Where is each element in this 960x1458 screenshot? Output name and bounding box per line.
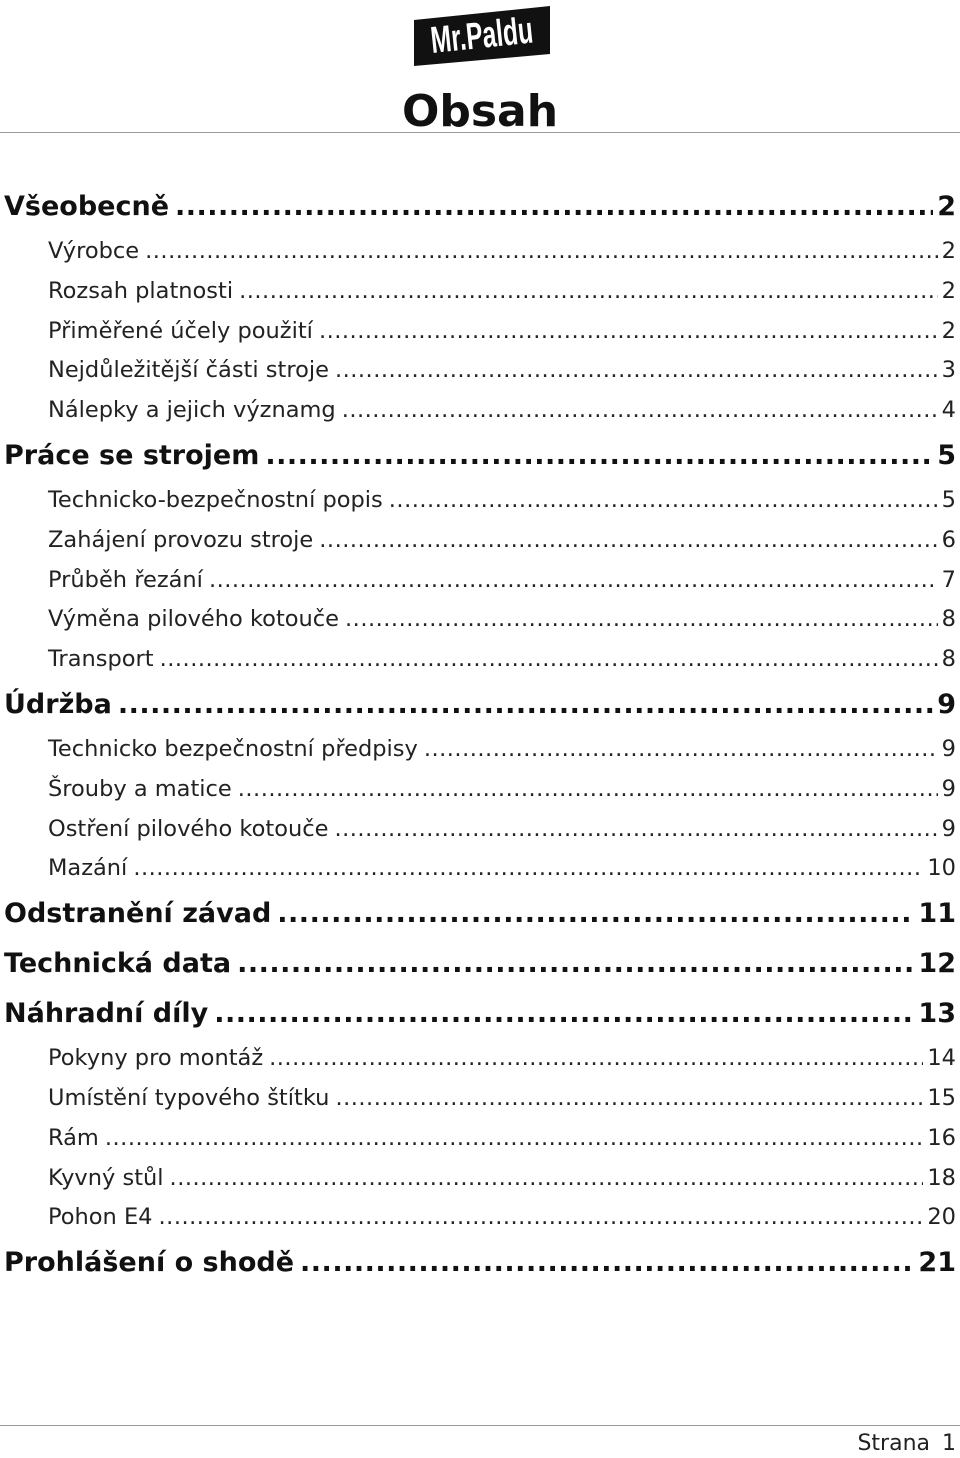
toc-entry-label: Prohlášení o shodě [4, 1247, 295, 1279]
toc-entry-page-number: 6 [941, 526, 956, 553]
toc-entry-page-number: 2 [941, 277, 956, 304]
toc-dot-leader [424, 730, 938, 770]
toc-dot-leader [175, 182, 933, 232]
toc-dot-leader [300, 1238, 914, 1288]
header-divider [0, 132, 960, 133]
page-footer [857, 1430, 956, 1458]
brand-logo [414, 4, 550, 66]
toc-entry-page-number: 2 [937, 191, 956, 222]
toc-section-entry[interactable] [0, 810, 960, 850]
toc-entry-page-number: 11 [918, 898, 956, 930]
toc-entry-page-number: 21 [918, 1247, 956, 1279]
toc-dot-leader [269, 1039, 923, 1079]
toc-section-entry[interactable] [0, 770, 960, 810]
toc-dot-leader [319, 312, 938, 352]
toc-entry-page-number: 14 [927, 1045, 956, 1072]
toc-dot-leader [335, 351, 938, 391]
toc-entry-page-number: 8 [941, 606, 956, 633]
toc-dot-leader [345, 600, 938, 640]
toc-entry-page-number: 7 [941, 566, 956, 593]
toc-chapter-entry[interactable] [0, 889, 960, 939]
toc-entry-label: Průběh řezání [48, 566, 203, 593]
toc-entry-label: Kyvný stůl [48, 1164, 164, 1191]
toc-entry-label: Výměna pilového kotouče [48, 606, 340, 633]
toc-entry-label: Umístění typového štítku [48, 1084, 330, 1111]
toc-section-entry[interactable] [0, 312, 960, 352]
toc-entry-label: Rozsah platnosti [48, 277, 234, 304]
toc-chapter-entry[interactable] [0, 680, 960, 730]
page-title: Obsah [401, 86, 559, 137]
toc-entry-label: Všeobecně [4, 191, 170, 222]
footer-page-number: 1 [942, 1431, 956, 1456]
toc-section-entry[interactable] [0, 391, 960, 431]
toc-entry-label: Nálepky a jejich významg [48, 397, 336, 424]
table-of-contents [0, 182, 960, 1288]
toc-entry-page-number: 5 [941, 486, 956, 513]
toc-entry-label: Zahájení provozu stroje [48, 526, 314, 553]
toc-entry-page-number: 13 [918, 998, 956, 1030]
toc-entry-label: Šrouby a matice [48, 775, 232, 802]
toc-chapter-entry[interactable] [0, 182, 960, 232]
toc-section-entry[interactable] [0, 481, 960, 521]
toc-entry-label: Práce se strojem [4, 439, 260, 471]
toc-dot-leader [145, 232, 938, 272]
toc-dot-leader [238, 770, 938, 810]
toc-dot-leader [335, 1079, 923, 1119]
toc-entry-page-number: 2 [941, 238, 956, 264]
toc-entry-page-number: 15 [927, 1084, 956, 1111]
toc-chapter-entry[interactable] [0, 431, 960, 481]
toc-section-entry[interactable] [0, 1079, 960, 1119]
toc-section-entry[interactable] [0, 849, 960, 889]
toc-entry-page-number: 4 [941, 397, 956, 424]
toc-entry-label: Pohon E4 [48, 1204, 153, 1231]
toc-dot-leader [118, 680, 933, 730]
toc-section-entry[interactable] [0, 272, 960, 312]
toc-section-entry[interactable] [0, 1039, 960, 1079]
toc-chapter-entry[interactable] [0, 939, 960, 989]
toc-entry-label: Ostření pilového kotouče [48, 815, 329, 842]
toc-dot-leader [160, 640, 938, 680]
toc-entry-label: Mazání [48, 855, 128, 882]
toc-entry-page-number: 8 [941, 646, 956, 673]
toc-entry-label: Náhradní díly [4, 998, 209, 1030]
toc-dot-leader [389, 481, 938, 521]
toc-entry-page-number: 18 [927, 1164, 956, 1191]
toc-entry-page-number: 16 [927, 1124, 956, 1151]
toc-section-entry[interactable] [0, 1119, 960, 1159]
toc-entry-page-number: 5 [937, 439, 956, 471]
toc-entry-label: Nejdůležitější části stroje [48, 357, 329, 384]
svg-text:Mr.Paldu: Mr.Paldu [428, 8, 535, 62]
toc-section-entry[interactable] [0, 640, 960, 680]
toc-dot-leader [265, 431, 933, 481]
toc-entry-label: Odstranění závad [4, 898, 272, 930]
toc-chapter-entry[interactable] [0, 989, 960, 1039]
toc-entry-page-number: 9 [941, 815, 956, 842]
toc-entry-label: Údržba [4, 688, 112, 720]
toc-entry-page-number: 12 [918, 948, 956, 980]
toc-section-entry[interactable] [0, 1159, 960, 1199]
toc-dot-leader [334, 810, 937, 850]
toc-section-entry[interactable] [0, 521, 960, 561]
toc-entry-label: Technicko-bezpečnostní popis [48, 486, 383, 513]
toc-entry-page-number: 9 [937, 688, 956, 720]
toc-entry-label: Výrobce [48, 238, 140, 264]
toc-entry-label: Přiměřené účely použití [48, 317, 313, 344]
toc-entry-page-number: 20 [927, 1204, 956, 1231]
toc-entry-label: Transport [48, 646, 154, 673]
toc-entry-page-number: 9 [941, 735, 956, 762]
toc-dot-leader [133, 849, 923, 889]
toc-entry-label: Technicko bezpečnostní předpisy [48, 735, 418, 762]
toc-dot-leader [105, 1119, 924, 1159]
toc-entry-label: Rám [48, 1124, 99, 1151]
toc-entry-label: Technická data [4, 948, 232, 980]
toc-dot-leader [319, 521, 937, 561]
toc-section-entry[interactable] [0, 351, 960, 391]
toc-dot-leader [214, 989, 914, 1039]
toc-dot-leader [342, 391, 938, 431]
toc-dot-leader [239, 272, 938, 312]
toc-section-entry[interactable] [0, 232, 960, 272]
toc-dot-leader [209, 561, 938, 601]
toc-section-entry[interactable] [0, 1198, 960, 1238]
toc-section-entry[interactable] [0, 730, 960, 770]
footer-page-label: Strana [857, 1431, 930, 1456]
brand-logo-mark [414, 4, 550, 66]
toc-dot-leader [277, 889, 914, 939]
toc-entry-page-number: 10 [927, 855, 956, 882]
toc-entry-page-number: 9 [941, 775, 956, 802]
toc-entry-page-number: 3 [941, 357, 956, 384]
toc-dot-leader [170, 1159, 924, 1199]
toc-section-entry[interactable] [0, 600, 960, 640]
toc-dot-leader [237, 939, 914, 989]
toc-dot-leader [159, 1198, 924, 1238]
footer-divider [0, 1425, 960, 1426]
toc-section-entry[interactable] [0, 561, 960, 601]
toc-chapter-entry[interactable] [0, 1238, 960, 1288]
toc-entry-label: Pokyny pro montáž [48, 1045, 264, 1072]
toc-entry-page-number: 2 [941, 317, 956, 344]
